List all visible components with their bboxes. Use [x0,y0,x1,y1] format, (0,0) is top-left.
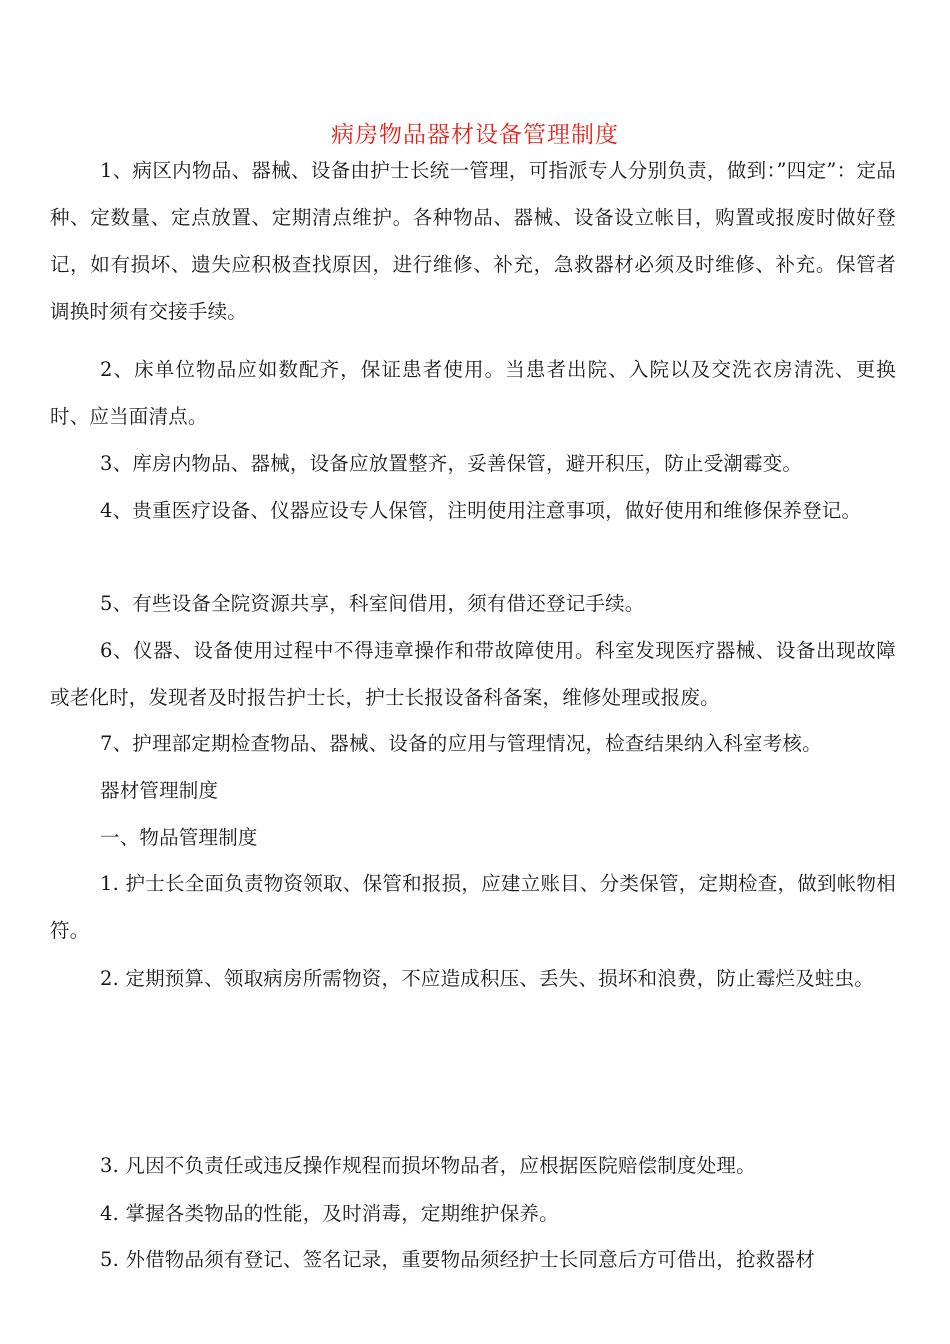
paragraph-item-4: 4. 掌握各类物品的性能，及时消毒，定期维护保养。 [100,1202,559,1225]
paragraph-item-3: 3. 凡因不负责任或违反操作规程而损坏物品者，应根据医院赔偿制度处理。 [100,1154,756,1177]
paragraph-item-2: 2. 定期预算、领取病房所需物资，不应造成积压、丢失、损坏和浪费，防止霉烂及蛀虫。 [100,967,875,990]
paragraph-rule-5: 5、有些设备全院资源共享，科室间借用，须有借还登记手续。 [100,592,645,615]
paragraph-rule-7: 7、护理部定期检查物品、器械、设备的应用与管理情况，检查结果纳入科室考核。 [100,732,822,755]
paragraph-rule-3: 3、库房内物品、器械，设备应放置整齐，妥善保管，避开积压，防止受潮霉变。 [100,452,803,475]
paragraph-rule-2: 2、床单位物品应如数配齐，保证患者使用。当患者出院、入院以及交洗衣房清洗、更换时、应当面清点。 [50,358,896,428]
paragraph-item-5: 5. 外借物品须有登记、签名记录，重要物品须经护士长同意后方可借出，抢救器材 [100,1248,815,1271]
paragraph-rule-4: 4、贵重医疗设备、仪器应设专人保管，注明使用注意事项，做好使用和维修保养登记。 [100,499,862,522]
paragraph-rule-1: 1、病区内物品、器械、设备由护士长统一管理，可指派专人分别负责，做到：”四定”：定品种、定数量、定点放置、定期清点维护。各种物品、器械、设备设立帐目，购置或报废时做好登记，如有损坏、遗失应积极查找原因，进行维修、补充，急救器材必须及时维修、补充。保管者调换时须有交接手续。 [50,159,896,323]
paragraph-item-1: 1. 护士长全面负责物资领取、保管和报损，应建立账目、分类保管，定期检查，做到帐物相符。 [50,872,896,942]
paragraph-rule-6: 6、仪器、设备使用过程中不得违章操作和带故障使用。科室发现医疗器械、设备出现故障或老化时，发现者及时报告护士长，护士长报设备科备案，维修处理或报废。 [50,639,896,709]
section-heading-items: 一、物品管理制度 [100,826,258,849]
document-title: 病房物品器材设备管理制度 [331,122,619,148]
section-heading-equipment: 器材管理制度 [100,779,219,802]
